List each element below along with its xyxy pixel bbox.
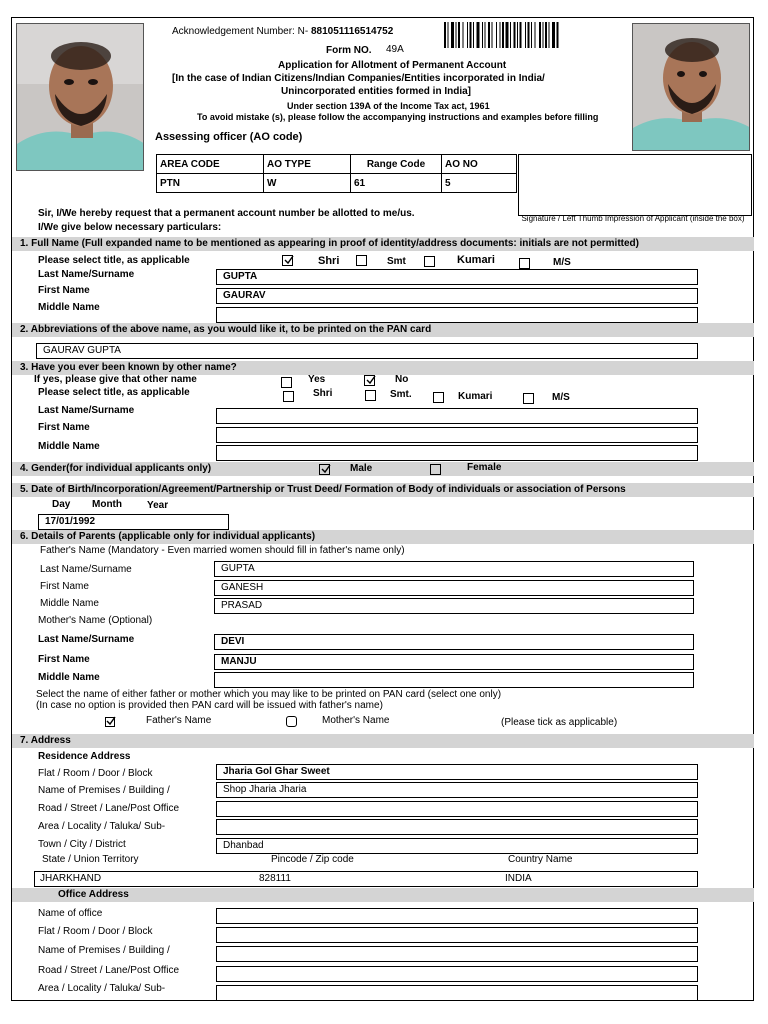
section-4-heading: 4. Gender(for individual applicants only) bbox=[12, 462, 754, 476]
father-first-name-input[interactable]: GANESH bbox=[214, 580, 694, 596]
barcode-bar bbox=[470, 22, 472, 48]
section-6-heading: 6. Details of Parents (applicable only for individual applicants) bbox=[12, 530, 754, 544]
assessing-officer-label: Assessing officer (AO code) bbox=[155, 131, 303, 143]
first-name-input[interactable]: GAURAV bbox=[216, 288, 698, 304]
res-flat-label: Flat / Room / Door / Block bbox=[38, 768, 153, 779]
barcode-bar bbox=[444, 22, 446, 48]
barcode-bar bbox=[485, 22, 486, 48]
ao-no[interactable]: 5 bbox=[442, 174, 517, 193]
signature-box[interactable] bbox=[518, 154, 752, 216]
father-name-checkbox[interactable] bbox=[105, 717, 116, 728]
pan-name-input[interactable]: GAURAV GUPTA bbox=[36, 343, 698, 359]
s3-middle-label: Middle Name bbox=[38, 441, 100, 452]
mother-name-note: Mother's Name (Optional) bbox=[38, 615, 153, 626]
barcode-bar bbox=[477, 22, 480, 48]
res-premises-label: Name of Premises / Building / bbox=[38, 785, 170, 796]
title-ms-checkbox[interactable] bbox=[519, 258, 530, 269]
father-name-note: Father's Name (Mandatory - Even married women should fill in father's name only) bbox=[40, 545, 405, 556]
barcode-bar bbox=[525, 22, 526, 48]
res-pincode-value[interactable]: 828111 bbox=[259, 873, 291, 884]
office-flat-input[interactable] bbox=[216, 927, 698, 943]
res-town-label: Town / City / District bbox=[38, 839, 126, 850]
barcode-bar bbox=[531, 22, 532, 48]
applicant-photo-right bbox=[632, 23, 750, 151]
barcode-bar bbox=[488, 22, 490, 48]
barcode-bar bbox=[492, 22, 493, 48]
barcode-bar bbox=[543, 22, 544, 48]
res-area-input[interactable] bbox=[216, 819, 698, 835]
gender-male-label: Male bbox=[350, 463, 373, 474]
other-first-name-input[interactable] bbox=[216, 427, 698, 443]
gender-female-label: Female bbox=[467, 462, 502, 473]
barcode-bar bbox=[463, 22, 464, 48]
section-2-heading: 2. Abbreviations of the above name, as you would like it, to be printed on the PAN card bbox=[12, 323, 754, 337]
barcode-bar bbox=[528, 22, 530, 48]
barcode-bar bbox=[506, 22, 509, 48]
intro-line-1: Sir, I/We hereby request that a permanent account number be allotted to me/us. bbox=[38, 208, 415, 219]
barcode-bar bbox=[517, 22, 518, 48]
s1-select-title: Please select title, as applicable bbox=[38, 255, 190, 266]
other-middle-name-input[interactable] bbox=[216, 445, 698, 461]
s3-title-smt-label: Smt. bbox=[390, 389, 412, 400]
res-country-value[interactable]: INDIA bbox=[505, 873, 532, 884]
barcode-bar bbox=[510, 22, 511, 48]
title-shri-checkbox[interactable] bbox=[282, 255, 293, 266]
ack-line bbox=[172, 26, 393, 38]
section-5-heading: 5. Date of Birth/Incorporation/Agreement/Partnership or Trust Deed/ Formation of Body of individuals or association of Persons bbox=[12, 483, 754, 497]
res-country-label: Country Name bbox=[508, 854, 573, 865]
form-subtitle-2: Unincorporated entities formed in India] bbox=[281, 86, 472, 97]
ack-label: Acknowledgement Number: N- bbox=[172, 26, 309, 37]
parent-select-note-2: (In case no option is provided then PAN card will be issued with father's name) bbox=[36, 700, 383, 711]
title-shri-label: Shri bbox=[318, 255, 340, 267]
barcode-bar bbox=[502, 22, 504, 48]
res-premises-input[interactable]: Shop Jharia Jharia bbox=[216, 782, 698, 798]
s3-title-kumari-checkbox[interactable] bbox=[433, 392, 444, 403]
mother-first-name-input[interactable]: MANJU bbox=[214, 654, 694, 670]
section-7-heading: 7. Address bbox=[12, 734, 754, 748]
barcode bbox=[444, 22, 616, 48]
filling-instruction: To avoid mistake (s), please follow the accompanying instructions and examples before filling bbox=[197, 112, 599, 122]
barcode-bar bbox=[545, 22, 547, 48]
title-kumari-checkbox[interactable] bbox=[424, 256, 435, 267]
office-area-label: Area / Locality / Taluka/ Sub- bbox=[38, 983, 166, 994]
office-name-label: Name of office bbox=[38, 908, 103, 919]
other-name-no-checkbox[interactable] bbox=[364, 375, 375, 386]
barcode-bar bbox=[458, 22, 460, 48]
form-no-label: Form NO. bbox=[326, 45, 372, 56]
ao-area-code[interactable]: PTN bbox=[157, 174, 264, 193]
res-state-label: State / Union Territory bbox=[42, 854, 139, 865]
ao-header-area: AREA CODE bbox=[157, 155, 264, 174]
res-road-input[interactable] bbox=[216, 801, 698, 817]
residence-address-label: Residence Address bbox=[38, 751, 131, 762]
office-premises-label: Name of Premises / Building / bbox=[38, 945, 170, 956]
parent-select-note-1: Select the name of either father or mother which you may like to be printed on PAN card (select one only) bbox=[36, 689, 502, 700]
title-smt-checkbox[interactable] bbox=[356, 255, 367, 266]
dob-input[interactable]: 17/01/1992 bbox=[38, 514, 229, 530]
barcode-bar bbox=[451, 22, 454, 48]
middle-name-input[interactable] bbox=[216, 307, 698, 323]
form-title: Application for Allotment of Permanent Account bbox=[278, 60, 507, 71]
mother-name-option-label: Mother's Name bbox=[322, 715, 390, 726]
mother-middle-name-input[interactable] bbox=[214, 672, 694, 688]
res-town-input[interactable]: Dhanbad bbox=[216, 838, 698, 854]
s1-first-label: First Name bbox=[38, 285, 90, 296]
mother-last-label: Last Name/Surname bbox=[38, 634, 135, 645]
title-kumari-label: Kumari bbox=[457, 254, 495, 266]
intro-line-2: I/We give below necessary particulars: bbox=[38, 222, 222, 233]
surname-input[interactable]: GUPTA bbox=[216, 269, 698, 285]
s3-title-ms-label: M/S bbox=[552, 392, 570, 403]
gender-male-checkbox[interactable] bbox=[319, 464, 330, 475]
barcode-bar bbox=[557, 22, 559, 48]
s3-other-name-question: If yes, please give that other name bbox=[34, 374, 197, 385]
ack-number: 881051116514752 bbox=[310, 26, 394, 37]
form-subtitle-1: [In the case of Indian Citizens/Indian Companies/Entities incorporated in India/ bbox=[172, 73, 545, 84]
barcode-bar bbox=[549, 22, 550, 48]
s3-title-ms-checkbox[interactable] bbox=[523, 393, 534, 404]
ao-type[interactable]: W bbox=[264, 174, 351, 193]
section-reference: Under section 139A of the Income Tax act, 1961 bbox=[287, 101, 490, 111]
res-state-value[interactable]: JHARKHAND bbox=[40, 873, 102, 884]
s3-first-label: First Name bbox=[38, 422, 90, 433]
other-name-no-label: No bbox=[395, 374, 409, 385]
section-1-heading: 1. Full Name (Full expanded name to be mentioned as appearing in proof of identity/address documents: initials are not permitted) bbox=[12, 237, 754, 251]
res-road-label: Road / Street / Lane/Post Office bbox=[38, 803, 180, 814]
barcode-bar bbox=[500, 22, 501, 48]
father-first-label: First Name bbox=[40, 581, 89, 592]
s1-middle-label: Middle Name bbox=[38, 302, 100, 313]
mother-surname-input[interactable]: DEVI bbox=[214, 634, 694, 650]
res-area-label: Area / Locality / Taluka/ Sub- bbox=[38, 821, 166, 832]
ao-range-code[interactable]: 61 bbox=[351, 174, 442, 193]
dob-day-label: Day bbox=[52, 499, 71, 510]
signature-caption: Signature / Left Thumb Impression of Applicant (inside the box) bbox=[521, 214, 745, 223]
ao-header-range: Range Code bbox=[351, 155, 442, 174]
office-name-input[interactable] bbox=[216, 908, 698, 924]
title-ms-label: M/S bbox=[553, 257, 571, 268]
res-pincode-label: Pincode / Zip code bbox=[271, 854, 354, 865]
dob-year-label: Year bbox=[147, 500, 169, 511]
s3-last-label: Last Name/Surname bbox=[38, 405, 135, 416]
tick-note: (Please tick as applicable) bbox=[501, 717, 618, 728]
s3-title-shri-checkbox[interactable] bbox=[283, 391, 294, 402]
barcode-bar bbox=[552, 22, 555, 48]
office-address-heading: Office Address bbox=[12, 888, 754, 902]
barcode-bar bbox=[473, 22, 474, 48]
father-middle-label: Middle Name bbox=[40, 598, 99, 609]
mother-middle-label: Middle Name bbox=[38, 672, 100, 683]
barcode-bar bbox=[514, 22, 516, 48]
barcode-bar bbox=[496, 22, 497, 48]
other-name-yes-label: Yes bbox=[308, 374, 326, 385]
barcode-bar bbox=[535, 22, 536, 48]
barcode-bar bbox=[448, 22, 449, 48]
barcode-bar bbox=[456, 22, 457, 48]
barcode-bar bbox=[539, 22, 541, 48]
office-premises-input[interactable] bbox=[216, 946, 698, 962]
s3-title-kumari-label: Kumari bbox=[458, 391, 493, 402]
applicant-photo-left bbox=[16, 23, 144, 171]
barcode-bar bbox=[482, 22, 483, 48]
ao-code-table bbox=[156, 154, 517, 193]
other-name-yes-checkbox[interactable] bbox=[281, 377, 292, 388]
s3-title-smt-checkbox[interactable] bbox=[365, 390, 376, 401]
ao-header-type: AO TYPE bbox=[264, 155, 351, 174]
dob-month-label: Month bbox=[92, 499, 122, 510]
ao-header-no: AO NO bbox=[442, 155, 517, 174]
office-flat-label: Flat / Room / Door / Block bbox=[38, 926, 153, 937]
section-3-heading: 3. Have you ever been known by other name? bbox=[12, 361, 754, 375]
title-smt-label: Smt bbox=[387, 256, 406, 267]
office-area-input[interactable] bbox=[216, 985, 698, 1001]
mother-first-label: First Name bbox=[38, 654, 90, 665]
s1-last-label: Last Name/Surname bbox=[38, 269, 135, 280]
father-surname-input[interactable]: GUPTA bbox=[214, 561, 694, 577]
mother-name-checkbox[interactable] bbox=[286, 716, 297, 727]
barcode-bar bbox=[467, 22, 468, 48]
barcode-bar bbox=[520, 22, 522, 48]
father-name-option-label: Father's Name bbox=[146, 715, 212, 726]
office-road-label: Road / Street / Lane/Post Office bbox=[38, 965, 180, 976]
s3-title-shri-label: Shri bbox=[313, 388, 333, 399]
state-pincode-country-row bbox=[34, 871, 698, 887]
s3-select-title: Please select title, as applicable bbox=[38, 387, 190, 398]
gender-female-checkbox[interactable] bbox=[430, 464, 441, 475]
office-road-input[interactable] bbox=[216, 966, 698, 982]
father-middle-name-input[interactable]: PRASAD bbox=[214, 598, 694, 614]
father-last-label: Last Name/Surname bbox=[40, 564, 132, 575]
form-no: 49A bbox=[386, 44, 404, 55]
other-surname-input[interactable] bbox=[216, 408, 698, 424]
res-flat-input[interactable]: Jharia Gol Ghar Sweet bbox=[216, 764, 698, 780]
